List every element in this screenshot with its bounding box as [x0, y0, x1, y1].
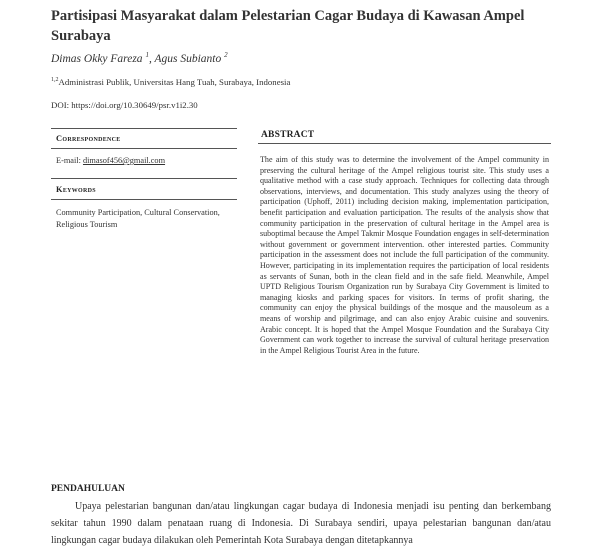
section-heading: PENDAHULUAN — [51, 484, 125, 494]
keywords-text: Community Participation, Cultural Conservation, Religious Tourism — [56, 208, 220, 229]
divider — [258, 143, 551, 144]
keywords-heading: Keywords — [56, 185, 96, 194]
email-label: E-mail: — [56, 156, 83, 165]
affiliation-text: Administrasi Publik, Universitas Hang Tuah, Surabaya, Indonesia — [58, 77, 291, 87]
section-body: Upaya pelestarian bangunan dan/atau lingkungan cagar budaya di Indonesia menjadi isu penting dan berkembang sekitar tahun 1990 dalam penataan ruang di Indonesia. Di Surabaya sendiri, upaya pelestarian bangunan dan/atau lingkungan cagar budaya dilakukan oleh Pemerintah Kota Surabaya dengan ditetapkannya — [51, 501, 551, 546]
author-separator: , — [148, 52, 155, 65]
author-affiliation-marker: 1 — [145, 51, 149, 59]
affiliation — [51, 77, 290, 87]
divider — [51, 199, 237, 200]
abstract-heading: ABSTRACT — [261, 130, 315, 140]
correspondence-heading: Correspondence — [56, 134, 121, 143]
doi-line[interactable]: DOI: https://doi.org/10.30649/psr.v1i2.30 — [51, 100, 198, 110]
abstract-text: The aim of this study was to determine the involvement of the Ampel community in preserving the cultural heritage of the Ampel religious tourist site. This study uses a qualitative method with a case study approach. Techniques for collecting data through observations, interviews, and documentation. This study analyzes using the theory of participation (Uphoff, 2011) including decision making, implementation participation, benefit participation and evaluation participation. The results of the analysis show that community participation in the preservation of cultural heritage in the Ampel area is suboptimal because the Ampel Takmir Mosque Foundation engages in self-determination without government or government intervention. other interested parties. Community participation in the assessment does not include the full participation of the community. However, participating in its implementation requires the participation of local residents as servants of Sunan, both in the clean field and in the safe field. Meanwhile, Ampel UPTD Religious Tourism Organization run by Surabaya City Government is limited to managing kiosks and parking spaces for visitors. In terms of profit sharing, the community can enjoy the physical buildings of the mosque and the mausoleum as a means of worship and pilgrimage, and can also enjoy Arabic cuisine and souvenirs. Arabic concept. It is hoped that the Ampel Mosque Foundation and the Surabaya City Government can work together to increase the survival of cultural heritage preservation in the Ampel Religious Tourist Area in the future. — [260, 155, 549, 355]
author-affiliation-marker: 2 — [224, 51, 228, 59]
email-link[interactable]: dimasof456@gmail.com — [82, 156, 166, 165]
affiliation-marker: 1,2 — [51, 77, 59, 84]
divider — [51, 148, 237, 149]
correspondence-email — [56, 156, 165, 165]
author-list — [51, 51, 228, 65]
divider — [51, 128, 237, 129]
author-name: Dimas Okky Fareza — [51, 52, 143, 65]
divider — [51, 178, 237, 179]
paper-title: Partisipasi Masyarakat dalam Pelestarian Cagar Budaya di Kawasan Ampel Surabaya — [51, 8, 525, 44]
author-name: Agus Subianto — [154, 52, 222, 65]
